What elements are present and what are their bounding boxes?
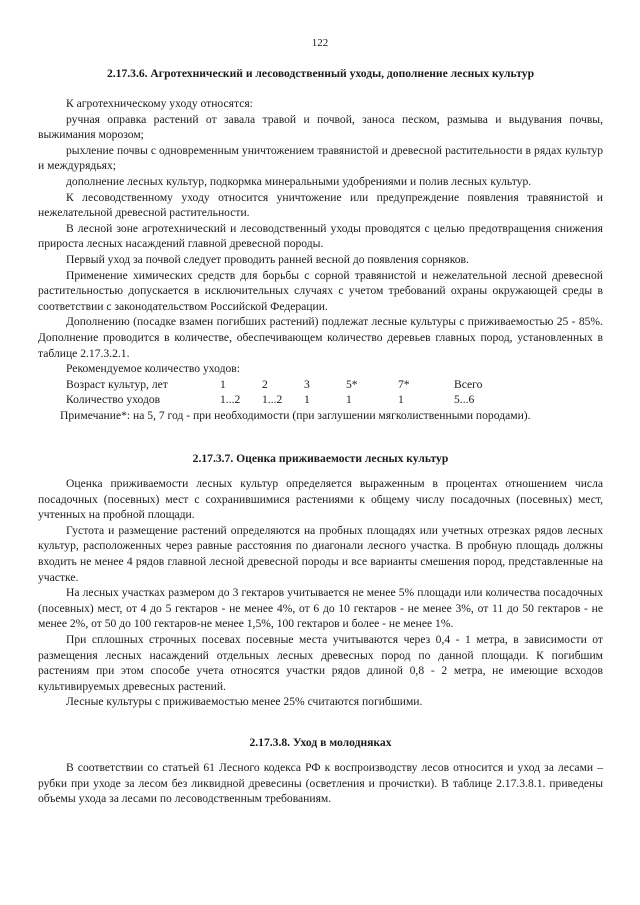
section-young-stand-body bbox=[38, 760, 603, 807]
section-heading: 2.17.3.6. Агротехнический и лесоводственный уходы, дополнение лесных культур bbox=[106, 67, 535, 80]
table-cell: Количество уходов bbox=[66, 393, 161, 407]
paragraph: Рекомендуемое количество уходов: bbox=[66, 362, 241, 376]
paragraph: рыхление почвы с одновременным уничтожением травянистой и древесной растительности в рядах культур и междурядьях; bbox=[38, 143, 603, 173]
section-agrotechnical-body bbox=[38, 96, 603, 423]
table-cell: 1...2 bbox=[220, 393, 241, 407]
section-agrotechnical-care bbox=[38, 66, 603, 82]
table-cell: 5...6 bbox=[454, 393, 475, 407]
paragraph: дополнение лесных культур, подкормка минеральными удобрениями и полив лесных культур. bbox=[66, 174, 532, 188]
table-cell: Возраст культур, лет bbox=[66, 377, 168, 391]
paragraph: Дополнению (посадке взамен погибших растений) подлежат лесные культуры с приживаемостью 25 - 85%. Дополнение проводится в количестве, обеспечивающем количество деревьев главных пород, установленных в таблице 2.17.3.2.1. bbox=[38, 315, 603, 360]
table-row bbox=[66, 377, 514, 393]
section-young-stand-care bbox=[38, 735, 603, 751]
table-cell: 1 bbox=[220, 377, 226, 391]
table-cell: 1 bbox=[304, 393, 310, 407]
paragraph: В лесной зоне агротехнический и лесоводственный уходы проводятся с целью предотвращения снижения прироста лесных насаждений главной древесной породы. bbox=[38, 221, 603, 251]
paragraph: ручная оправка растений от завала травой и почвой, заноса песком, размыва и выдувания почвы, выжимания морозом; bbox=[38, 112, 603, 142]
table-row bbox=[66, 392, 514, 408]
section-survival-assessment bbox=[38, 451, 603, 467]
table-cell: 1 bbox=[398, 393, 404, 407]
section-heading: 2.17.3.8. Уход в молодняках bbox=[249, 736, 392, 749]
table-cell: 1...2 bbox=[262, 393, 283, 407]
paragraph: К лесоводственному уходу относится уничтожение или предупреждение появления травянистой и нежелательной древесной растительности. bbox=[38, 190, 603, 220]
table-cell: 7* bbox=[398, 377, 410, 391]
paragraph: К агротехническому уходу относятся: bbox=[66, 97, 253, 110]
section-survival-body bbox=[38, 476, 603, 710]
paragraph: Густота и размещение растений определяются на пробных площадях или учетных отрезках рядов лесных культур, расположенных через равные расстояния по диагонали лесного участка. В пробную площадь должны входить не менее 4 рядов главной лесной древесной породы и все варианты смешения пород, представленные на участке. bbox=[38, 523, 603, 584]
paragraph: При сплошных строчных посевах посевные места учитываются через 0,4 - 1 метра, в зависимости от размещения лесных насаждений отдельных лесных древесных пород по данной площади. К погибшим растениям при этом способе учета относятся участки рядов длиной 0,8 - 2 метра, не имеющие всходов культивируемых древесных растений. bbox=[38, 632, 603, 693]
page-number: 122 bbox=[311, 37, 329, 49]
paragraph: Применение химических средств для борьбы с сорной травянистой и нежелательной лесной древесной растительностью допускается в исключительных случаях с учетом требований охраны окружающей среды в соответствии с законодательством Российской Федерации. bbox=[38, 268, 603, 313]
care-count-table bbox=[66, 377, 514, 408]
table-note: Примечание*: на 5, 7 год - при необходимости (при заглушении мягколиственными породами). bbox=[60, 408, 531, 422]
table-cell: 1 bbox=[346, 393, 352, 407]
paragraph: На лесных участках размером до 3 гектаров учитывается не менее 5% площади или количества посадочных (посевных) мест, от 4 до 5 гектаров - не менее 4%, от 6 до 10 гектаров - не менее 3%, от 11 до 50 гектаров - не менее 2%, от 50 до 100 гектаров-не менее 1,5%, 100 гектаров и более - не менее 1%. bbox=[38, 586, 603, 631]
table-cell: 2 bbox=[262, 377, 268, 391]
paragraph: В соответствии со статьей 61 Лесного кодекса РФ к воспроизводству лесов относится и уход за лесами – рубки при уходе за лесом без ликвидной древесины (осветления и прочистки). В таблице 2.17.3.8.1. приведены объемы ухода за лесами по лесоводственным требованиям. bbox=[38, 761, 603, 806]
paragraph: Лесные культуры с приживаемостью менее 25% считаются погибшими. bbox=[66, 695, 423, 709]
paragraph: Первый уход за почвой следует проводить ранней весной до появления сорняков. bbox=[66, 252, 469, 266]
section-heading: 2.17.3.7. Оценка приживаемости лесных культур bbox=[192, 452, 449, 465]
paragraph: Оценка приживаемости лесных культур определяется выраженным в процентах отношением числа посадочных (посевных) мест с сохранившимися растениями к общему числу посадочных (посевных) мест, учтенных на пробной площади. bbox=[38, 477, 603, 522]
table-cell: Всего bbox=[454, 377, 483, 391]
table-cell: 3 bbox=[304, 377, 310, 391]
table-cell: 5* bbox=[346, 377, 358, 391]
